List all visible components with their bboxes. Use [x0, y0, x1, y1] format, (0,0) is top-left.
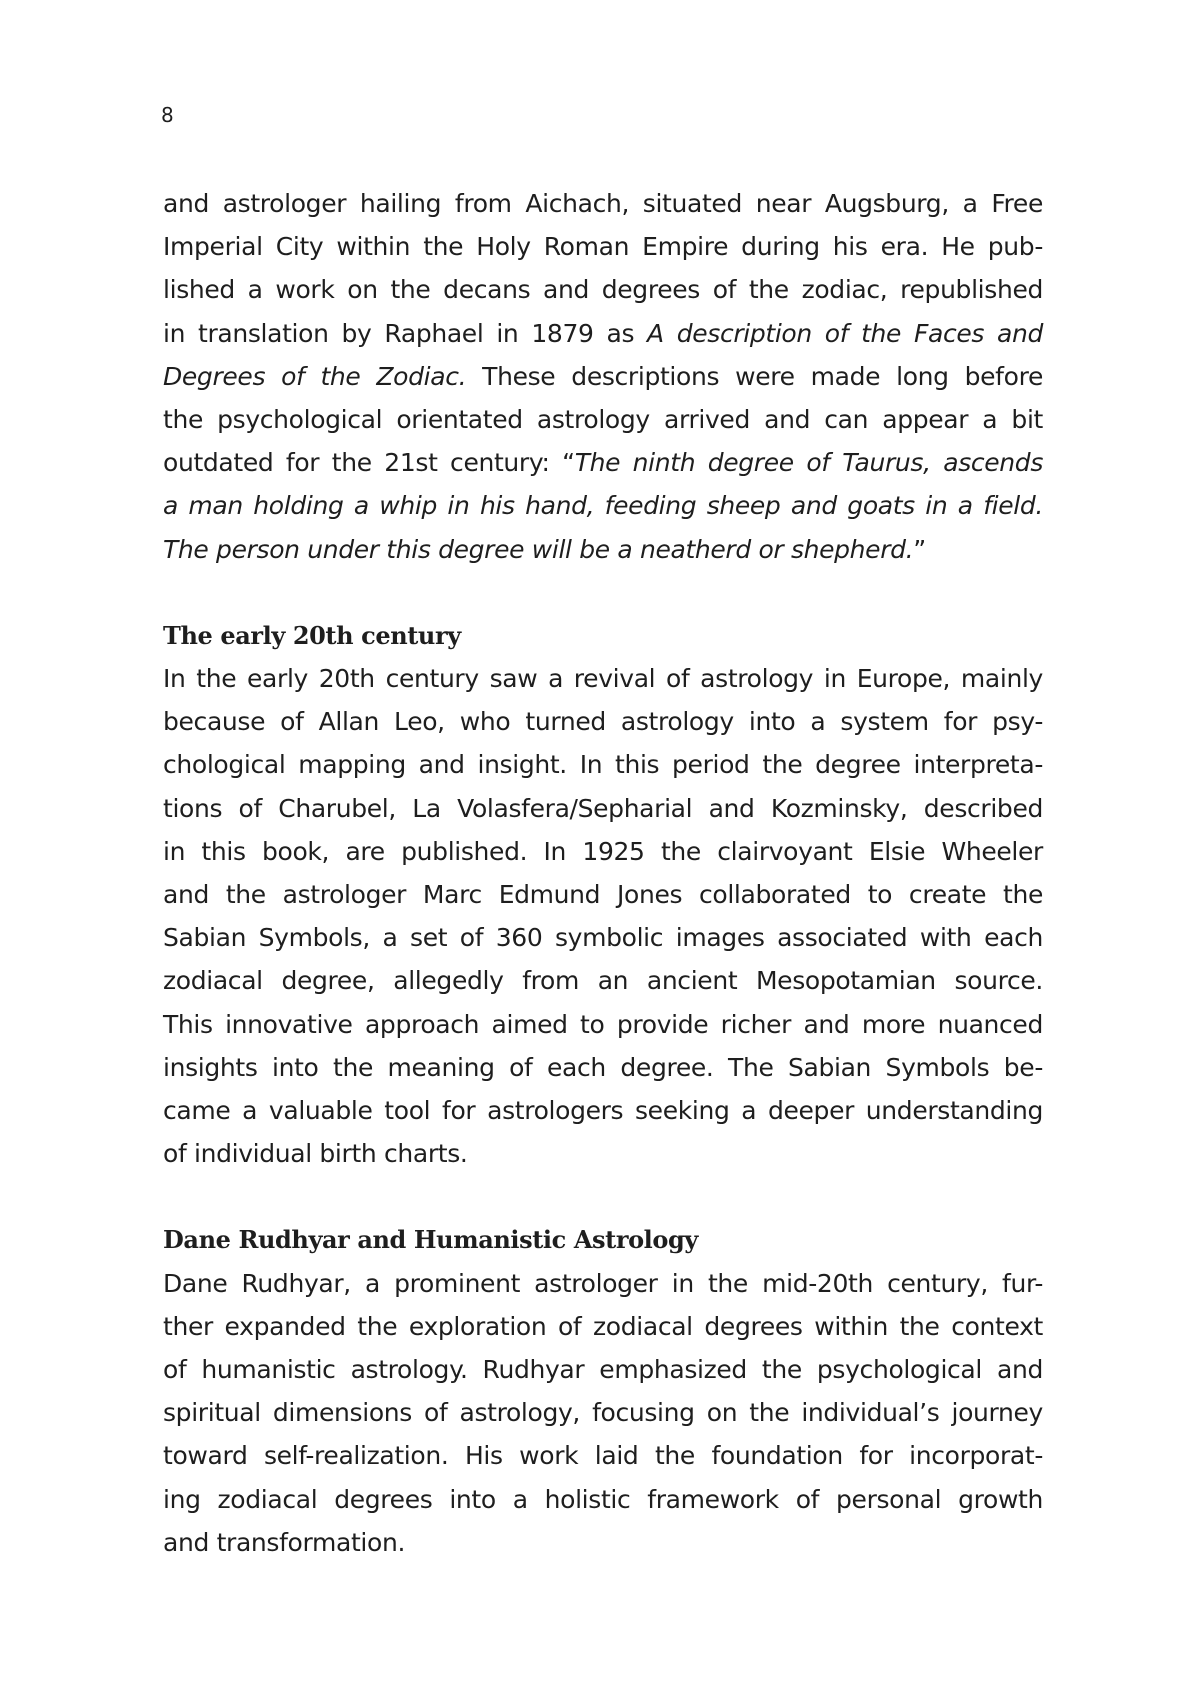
text-line	[163, 484, 1043, 527]
text-line: and astrologer hailing from Aichach, situated near Augsburg, a Free	[163, 189, 1043, 218]
book-title-italic: A description of the Faces and	[647, 318, 1043, 348]
text-line: In the early 20th century saw a revival of astrology in Europe, mainly	[163, 664, 1043, 694]
text-line: in this book, are published. In 1925 the clairvoyant Elsie Wheeler	[163, 836, 1043, 866]
text-line	[163, 441, 1043, 484]
text-line: insights into the meaning of each degree. The Sabian Symbols be-	[163, 1052, 1043, 1082]
section-heading-early-20th-century: The early 20th century	[163, 620, 461, 650]
text-segment: outdated for the 21st century: “	[163, 448, 575, 478]
book-title-italic: Degrees of the Zodiac.	[163, 361, 467, 391]
page-number: 8	[161, 103, 174, 127]
quote-italic: The person under this degree will be a neatherd or shepherd.	[163, 534, 914, 564]
text-line: zodiacal degree, allegedly from an ancient Mesopotamian source.	[163, 966, 1043, 996]
text-line	[163, 355, 1043, 398]
text-line: toward self-realization. His work laid the foundation for incorporat-	[163, 1441, 1043, 1471]
text-line: came a valuable tool for astrologers seeking a deeper understanding	[163, 1096, 1043, 1126]
text-line: and the astrologer Marc Edmund Jones collaborated to create the	[163, 880, 1043, 910]
intro-paragraph	[163, 182, 1043, 571]
dane-rudhyar-paragraph	[163, 1262, 1043, 1564]
text-line: tions of Charubel, La Volasfera/Sepharial and Kozminsky, described	[163, 793, 1043, 823]
text-segment: These descriptions were made long before	[466, 361, 1043, 391]
page-body	[163, 182, 1043, 1564]
text-line: of humanistic astrology. Rudhyar emphasized the psychological and	[163, 1355, 1043, 1385]
text-line: ing zodiacal degrees into a holistic framework of personal growth	[163, 1484, 1043, 1514]
text-line	[163, 312, 1043, 355]
quote-italic: The ninth degree of Taurus, ascends	[574, 448, 1043, 478]
text-line: Imperial City within the Holy Roman Empire during his era. He pub-	[163, 232, 1043, 262]
text-line: lished a work on the decans and degrees of the zodiac, republished	[163, 275, 1043, 305]
quote-italic: a man holding a whip in his hand, feeding sheep and goats in a field.	[163, 491, 1043, 521]
text-line: Dane Rudhyar, a prominent astrologer in the mid-20th century, fur-	[163, 1268, 1043, 1298]
text-line: Sabian Symbols, a set of 360 symbolic images associated with each	[163, 923, 1043, 953]
early-20th-century-paragraph	[163, 657, 1043, 1175]
text-line: and transformation.	[163, 1527, 406, 1557]
text-line: spiritual dimensions of astrology, focusing on the individual’s journey	[163, 1398, 1043, 1428]
text-line: of individual birth charts.	[163, 1139, 468, 1169]
text-line: the psychological orientated astrology arrived and can appear a bit	[163, 405, 1043, 435]
text-line	[163, 528, 1043, 571]
text-line: chological mapping and insight. In this period the degree interpreta-	[163, 750, 1043, 780]
text-line: ther expanded the exploration of zodiacal degrees within the context	[163, 1311, 1043, 1341]
text-segment: in translation by Raphael in 1879 as	[163, 318, 648, 348]
text-segment: ”	[913, 534, 926, 564]
text-line: because of Allan Leo, who turned astrology into a system for psy-	[163, 707, 1043, 737]
text-line: This innovative approach aimed to provide richer and more nuanced	[163, 1009, 1043, 1039]
section-heading-dane-rudhyar: Dane Rudhyar and Humanistic Astrology	[163, 1225, 698, 1255]
